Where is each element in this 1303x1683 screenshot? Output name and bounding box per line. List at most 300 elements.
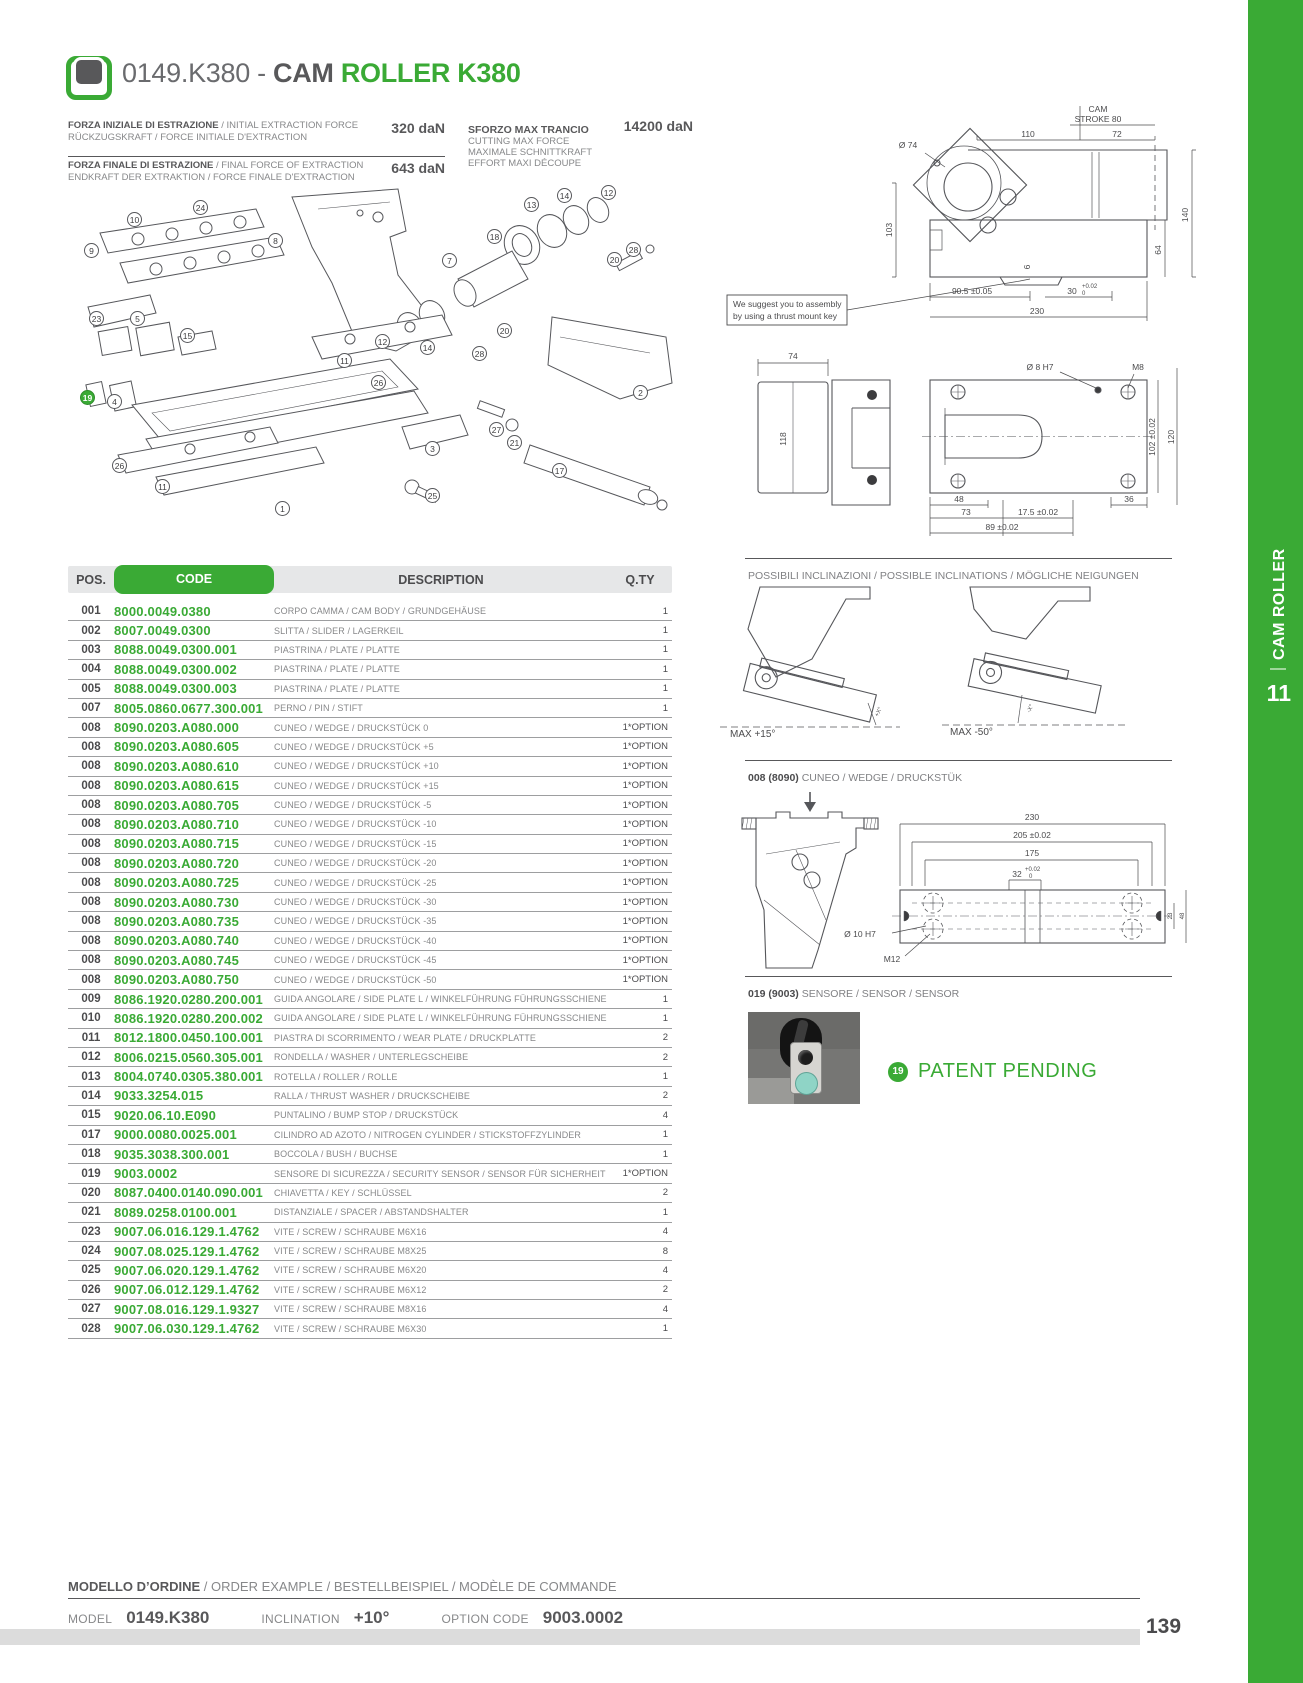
cell-qty: 1*OPTION [622,780,668,792]
table-row [68,1300,672,1319]
column-header-description: DESCRIPTION [398,572,484,587]
cutting-force-value: 14200 daN [623,118,693,134]
cell-pos: 011 [81,1031,101,1044]
cell-qty: 1 [662,702,668,714]
cell-description: SENSORE DI SICUREZZA / SECURITY SENSOR / SENSOR FÜR SICHERHEIT [274,1168,606,1179]
cell-description: VITE / SCREW / SCHRAUBE M6X20 [274,1265,427,1276]
order-heading [68,1579,1140,1594]
order-example-section [68,1579,1140,1628]
section-divider [745,558,1172,559]
cell-qty: 1 [662,1148,668,1160]
cell-qty: 1 [662,663,668,675]
initial-force-value: 320 daN [391,120,445,136]
cell-code: 8090.0203.A080.745 [114,952,240,968]
cell-code: 8090.0203.A080.605 [114,739,240,755]
table-row [68,641,672,660]
table-row [68,621,672,640]
table-row [68,912,672,931]
cell-pos: 021 [81,1206,101,1219]
model-label: MODEL [68,1612,113,1626]
dim-m8: M8 [1132,362,1144,372]
part-callout-19: 19 [80,390,95,405]
inclinations-drawing [700,585,1170,745]
table-row [68,1009,672,1028]
column-header-code: CODE [114,565,274,594]
cell-description: RONDELLA / WASHER / UNTERLEGSCHEIBE [274,1052,469,1063]
cell-code: 8004.0740.0305.380.001 [114,1069,263,1085]
cell-pos: 008 [81,973,101,986]
cell-pos: 014 [81,1089,101,1102]
cell-code: 9007.08.016.129.1.9327 [114,1301,260,1317]
dim-48: 48 [954,494,964,504]
sidebar-divider [1270,668,1286,670]
table-row [68,602,672,621]
cell-qty: 1 [662,1012,668,1024]
dim-120: 120 [1166,429,1176,445]
part-callout-5: 5 [130,311,145,326]
cell-qty: 1*OPTION [622,877,668,889]
cell-description: PIASTRA DI SCORRIMENTO / WEAR PLATE / DRUCKPLATTE [274,1032,536,1043]
column-header-qty: Q.TY [625,572,655,587]
cell-description: RALLA / THRUST WASHER / DRUCKSCHEIBE [274,1090,470,1101]
dim-230: 230 [1029,306,1045,316]
part-callout-21: 21 [507,435,522,450]
dim-140: 140 [1180,207,1190,223]
option-code-label: OPTION CODE [441,1612,529,1626]
part-callout-11: 11 [337,353,352,368]
cell-description: SLITTA / SLIDER / LAGERKEIL [274,625,404,636]
cell-description: CUNEO / WEDGE / DRUCKSTÜCK +5 [274,741,434,752]
cell-description: CILINDRO AD AZOTO / NITROGEN CYLINDER / STICKSTOFFZYLINDER [274,1129,582,1140]
spec-divider [68,156,445,157]
column-header-pos: POS. [76,572,106,587]
spec-label-rest: / FINAL FORCE OF EXTRACTION [213,160,364,171]
cell-description: VITE / SCREW / SCHRAUBE M6X16 [274,1226,427,1237]
cell-description: VITE / SCREW / SCHRAUBE M6X30 [274,1323,427,1334]
dim-32-tol-up: +0.02 [1025,867,1041,873]
cell-qty: 2 [662,1090,668,1102]
cell-description: CHIAVETTA / KEY / SCHLÜSSEL [274,1187,412,1198]
cell-pos: 008 [81,896,101,909]
cell-code: 8090.0203.A080.725 [114,875,240,891]
dim-110: 110 [1021,129,1035,139]
cell-qty: 1 [662,1323,668,1335]
cell-qty: 1*OPTION [622,935,668,947]
sensor-led [795,1072,818,1095]
cell-qty: 1*OPTION [622,741,668,753]
cell-code: 8090.0203.A080.715 [114,836,240,852]
table-row [68,699,672,718]
cell-pos: 009 [81,993,101,1005]
cell-pos: 012 [81,1051,101,1064]
spec-label-bold: FORZA INIZIALE DI ESTRAZIONE [68,120,219,131]
cell-pos: 008 [81,779,101,792]
dim-6: 6 [1022,264,1032,270]
table-row [68,1261,672,1280]
cell-qty: 1*OPTION [622,915,668,927]
table-row [68,680,672,699]
cell-qty: 1 [662,1071,668,1083]
dim-23: 23 [1168,912,1174,920]
cell-pos: 008 [81,837,101,850]
part-19-badge: 19 [888,1062,908,1082]
dim-102: 102 ±0.02 [1147,418,1157,456]
spec-label-bold: FORZA FINALE DI ESTRAZIONE [68,160,214,171]
cell-qty: 1 [662,993,668,1005]
cell-pos: 028 [81,1322,101,1335]
sidebar-chapter-number: 11 [1266,680,1291,706]
part-callout-7: 7 [442,253,457,268]
cell-code: 9035.3038.300.001 [114,1146,230,1162]
cutting-force-label: SFORZO MAX TRANCIO [468,124,589,136]
cell-pos: 020 [81,1186,101,1199]
cell-description: CUNEO / WEDGE / DRUCKSTÜCK -35 [274,916,437,927]
cell-description: PIASTRINA / PLATE / PLATTE [274,644,400,655]
cell-qty: 1*OPTION [622,838,668,850]
table-row [68,990,672,1009]
cell-qty: 1 [662,625,668,637]
cutting-force-line: EFFORT MAXI DÉCOUPE [468,158,582,169]
page-title [122,58,521,89]
patent-pending-label: PATENT PENDING [918,1060,1098,1082]
assembly-note-line1: We suggest you to assembly [733,299,842,309]
dim-cam-stroke: STROKE 80 [1074,114,1122,124]
dim-230: 230 [1024,812,1040,822]
spec-label-line2: ENDKRAFT DER EXTRAKTION / FORCE FINALE D'EXTRACTION [68,172,355,183]
dim-8h7: Ø 8 H7 [1026,362,1054,372]
sensor-heading [748,988,959,1000]
part-callout-4: 4 [107,394,122,409]
product-name-part2: ROLLER K380 [333,58,521,88]
cell-code: 8088.0049.0300.002 [114,661,237,677]
cell-description: CORPO CAMMA / CAM BODY / GRUNDGEHÄUSE [274,606,487,617]
cell-code: 8090.0203.A080.000 [114,720,240,736]
cell-pos: 008 [81,818,101,831]
dim-74: 74 [788,351,798,361]
cell-qty: 1 [662,1206,668,1218]
parts-table-body [68,602,672,1339]
cell-code: 8012.1800.0450.100.001 [114,1030,263,1046]
dim-48: 48 [1180,912,1186,920]
cutting-force-specs [468,120,693,169]
parts-table [68,566,672,1339]
cell-pos: 025 [81,1264,101,1277]
part-callout-17: 17 [552,463,567,478]
table-row [68,1319,672,1338]
table-row [68,1281,672,1300]
part-callout-10: 10 [127,212,142,227]
cell-code: 8090.0203.A080.750 [114,972,240,988]
spec-label-line2: RÜCKZUGSKRAFT / FORCE INITIALE D'EXTRACTION [68,132,308,143]
cell-pos: 027 [81,1303,101,1316]
order-fields [68,1608,1140,1628]
table-row [68,1067,672,1086]
dim-10h7: Ø 10 H7 [844,929,876,939]
plus-x-label: +X° [874,706,884,718]
part-callout-27: 27 [489,422,504,437]
initial-extraction-force [68,120,445,154]
table-row [68,738,672,757]
part-callout-12: 12 [375,334,390,349]
cell-description: CUNEO / WEDGE / DRUCKSTÜCK -10 [274,819,437,830]
cell-code: 8088.0049.0300.003 [114,681,237,697]
table-row [68,932,672,951]
cell-qty: 1 [662,683,668,695]
cell-code: 8087.0400.0140.090.001 [114,1185,263,1201]
dim-30-tol-dn: 0 [1082,291,1086,297]
wedge-dimension-drawing [700,790,1195,980]
cell-qty: 2 [662,1032,668,1044]
cell-qty: 1*OPTION [622,857,668,869]
part-callout-26: 26 [371,375,386,390]
cell-description: VITE / SCREW / SCHRAUBE M8X25 [274,1246,427,1257]
cell-description: GUIDA ANGOLARE / SIDE PLATE L / WINKELFÜHRUNG FÜHRUNGSSCHIENE [274,1013,607,1024]
cell-description: CUNEO / WEDGE / DRUCKSTÜCK -45 [274,955,437,966]
sidebar-chapter-title: CAM ROLLER [1271,548,1288,660]
cell-code: 8007.0049.0300 [114,623,211,639]
cell-qty: 2 [662,1051,668,1063]
part-callout-11: 11 [155,479,170,494]
callout-layer [60,185,700,560]
cell-code: 9007.06.012.129.1.4762 [114,1282,260,1298]
cell-qty: 1 [662,605,668,617]
cell-code: 9000.0080.0025.001 [114,1127,237,1143]
cell-pos: 017 [81,1128,101,1141]
cell-pos: 018 [81,1148,101,1161]
section-divider [745,760,1172,761]
cell-pos: 008 [81,915,101,928]
cell-qty: 4 [662,1109,668,1121]
option-code-value: 9003.0002 [542,1608,624,1627]
order-divider [68,1598,1140,1599]
cell-code: 8088.0049.0300.001 [114,642,237,658]
part-callout-14: 14 [557,188,572,203]
cell-description: CUNEO / WEDGE / DRUCKSTÜCK -50 [274,974,437,985]
cell-code: 9007.08.025.129.1.4762 [114,1243,260,1259]
table-row [68,757,672,776]
part-callout-28: 28 [626,242,641,257]
cell-pos: 008 [81,799,101,812]
cell-pos: 001 [81,605,101,618]
side-dimension-drawing [700,95,1245,335]
table-row [68,951,672,970]
table-row [68,1242,672,1261]
footer-bar [0,1629,1140,1645]
cell-code: 8090.0203.A080.720 [114,855,240,871]
cell-description: CUNEO / WEDGE / DRUCKSTÜCK -15 [274,838,437,849]
cell-pos: 005 [81,682,101,695]
dim-72: 72 [1112,129,1122,139]
table-row [68,854,672,873]
cell-code: 8090.0203.A080.615 [114,778,240,794]
exploded-view-diagram [60,185,700,560]
page-number: 139 [1146,1615,1182,1638]
cell-qty: 1 [662,644,668,656]
cell-qty: 4 [662,1226,668,1238]
cell-description: PERNO / PIN / STIFT [274,703,363,714]
table-row [68,1106,672,1125]
part-callout-25: 25 [425,488,440,503]
cell-code: 9007.06.016.129.1.4762 [114,1224,260,1240]
cell-code: 8005.0860.0677.300.001 [114,700,263,716]
table-row [68,1029,672,1048]
part-callout-12: 12 [601,185,616,200]
table-row [68,1223,672,1242]
cell-code: 9020.06.10.E090 [114,1107,217,1123]
cell-description: CUNEO / WEDGE / DRUCKSTÜCK -5 [274,800,432,811]
dim-118: 118 [778,432,788,446]
cell-description: PIASTRINA / PLATE / PLATTE [274,664,400,675]
table-row [68,873,672,892]
cell-code: 8090.0203.A080.610 [114,758,240,774]
dim-36: 36 [1124,494,1134,504]
table-row [68,777,672,796]
cell-qty: 8 [662,1245,668,1257]
cell-pos: 008 [81,954,101,967]
cell-code: 8090.0203.A080.730 [114,894,240,910]
part-callout-28: 28 [472,346,487,361]
cell-pos: 008 [81,760,101,773]
product-name-part1: CAM [273,58,334,88]
part-callout-1: 1 [275,501,290,516]
cell-description: VITE / SCREW / SCHRAUBE M6X12 [274,1284,427,1295]
part-callout-14: 14 [420,340,435,355]
cell-pos: 023 [81,1225,101,1238]
cell-qty: 1 [662,1129,668,1141]
cell-code: 8090.0203.A080.705 [114,797,240,813]
table-row [68,1048,672,1067]
dim-205: 205 ±0.02 [1013,830,1051,840]
part-callout-24: 24 [193,200,208,215]
dim-89: 89 ±0.02 [985,522,1019,532]
sensor-lens [798,1050,813,1065]
max-minus-label: MAX -50° [950,727,993,738]
part-callout-15: 15 [180,328,195,343]
table-row [68,1145,672,1164]
cell-code: 9033.3254.015 [114,1088,204,1104]
spec-label-rest: / INITIAL EXTRACTION FORCE [218,120,359,131]
cell-code: 8006.0215.0560.305.001 [114,1049,263,1065]
cell-code: 8090.0203.A080.735 [114,913,240,929]
final-force-value: 643 daN [391,160,445,176]
cell-description: CUNEO / WEDGE / DRUCKSTÜCK -25 [274,877,437,888]
cell-pos: 004 [81,663,101,676]
chapter-sidebar [1248,0,1303,1683]
part-callout-20: 20 [607,252,622,267]
wedge-heading-text: CUNEO / WEDGE / DRUCKSTÜK [798,772,963,784]
inclination-value: +10° [353,1608,390,1627]
order-heading-rest: / ORDER EXAMPLE / BESTELLBEISPIEL / MODÈLE DE COMMANDE [200,1579,617,1594]
cell-description: PUNTALINO / BUMP STOP / DRUCKSTÜCK [274,1110,459,1121]
table-row [68,660,672,679]
cell-pos: 008 [81,721,101,734]
part-callout-23: 23 [89,311,104,326]
cell-pos: 024 [81,1245,101,1258]
brand-logo-icon [66,52,112,96]
cell-pos: 010 [81,1012,101,1025]
dim-32-tol-dn: 0 [1029,874,1033,880]
cell-code: 8090.0203.A080.740 [114,933,240,949]
assembly-note-line2: by using a thrust mount key [733,311,837,321]
cell-code: 8086.1920.0280.200.001 [114,991,263,1007]
dim-90-5: 90.5 ±0.05 [951,286,993,296]
inclinations-heading: POSSIBILI INCLINAZIONI / POSSIBLE INCLINATIONS / MÖGLICHE NEIGUNGEN [748,570,1139,582]
dim-32: 32 [1012,869,1022,879]
table-row [68,1203,672,1222]
part-callout-18: 18 [487,229,502,244]
patent-pending-row [888,1060,1097,1083]
cell-qty: 4 [662,1264,668,1276]
minus-x-label: -X° [1026,703,1036,714]
table-row [68,815,672,834]
cell-code: 9003.0002 [114,1166,178,1182]
cell-qty: 1*OPTION [622,799,668,811]
table-row [68,1126,672,1145]
table-row [68,970,672,989]
cell-qty: 1*OPTION [622,722,668,734]
cutting-force-line: MAXIMALE SCHNITTKRAFT [468,147,593,158]
cell-description: BOCCOLA / BUSH / BUCHSE [274,1149,398,1160]
dim-cam: CAM [1088,104,1108,114]
cell-description: CUNEO / WEDGE / DRUCKSTÜCK -40 [274,935,437,946]
model-value: 0149.K380 [126,1608,210,1627]
order-heading-bold: MODELLO D’ORDINE [68,1579,201,1594]
cutting-force-line: CUTTING MAX FORCE [468,136,570,147]
table-row [68,893,672,912]
cell-code: 8086.1920.0280.200.002 [114,1010,263,1026]
part-callout-26: 26 [112,458,127,473]
inclination-label: INCLINATION [261,1612,340,1626]
part-callout-20: 20 [497,323,512,338]
cell-qty: 1*OPTION [622,896,668,908]
cell-pos: 003 [81,643,101,656]
cell-pos: 008 [81,740,101,753]
dim-m12: M12 [883,954,901,964]
cell-code: 8089.0258.0100.001 [114,1204,237,1220]
cell-code: 8090.0203.A080.710 [114,816,240,832]
cell-pos: 008 [81,857,101,870]
dim-74-dia: Ø 74 [898,140,918,150]
sensor-photo [748,1012,860,1104]
sensor-heading-pos: 019 (9003) [748,988,799,1000]
cell-qty: 2 [662,1187,668,1199]
cell-description: DISTANZIALE / SPACER / ABSTANDSHALTER [274,1207,469,1218]
cell-pos: 026 [81,1283,101,1296]
cell-description: ROTELLA / ROLLER / ROLLE [274,1071,398,1082]
cell-description: CUNEO / WEDGE / DRUCKSTÜCK -20 [274,858,437,869]
cell-qty: 1*OPTION [622,760,668,772]
wedge-heading [748,772,962,784]
cell-pos: 008 [81,876,101,889]
cell-description: GUIDA ANGOLARE / SIDE PLATE L / WINKELFÜHRUNG FÜHRUNGSSCHIENE [274,994,607,1004]
cell-code: 8000.0049.0380 [114,603,211,619]
cell-pos: 002 [81,624,101,637]
part-callout-2: 2 [633,385,648,400]
dim-17-5: 17.5 ±0.02 [1017,507,1059,517]
cell-description: CUNEO / WEDGE / DRUCKSTÜCK +15 [274,780,439,791]
cell-code: 9007.06.020.129.1.4762 [114,1262,260,1278]
front-dimension-drawing [700,340,1245,555]
cell-qty: 1*OPTION [622,974,668,986]
cell-qty: 1*OPTION [622,818,668,830]
dim-73: 73 [961,507,971,517]
table-row [68,718,672,737]
dim-30: 30 [1067,286,1077,296]
table-row [68,835,672,854]
part-callout-3: 3 [425,441,440,456]
logo-core [76,60,102,84]
cell-pos: 013 [81,1070,101,1083]
